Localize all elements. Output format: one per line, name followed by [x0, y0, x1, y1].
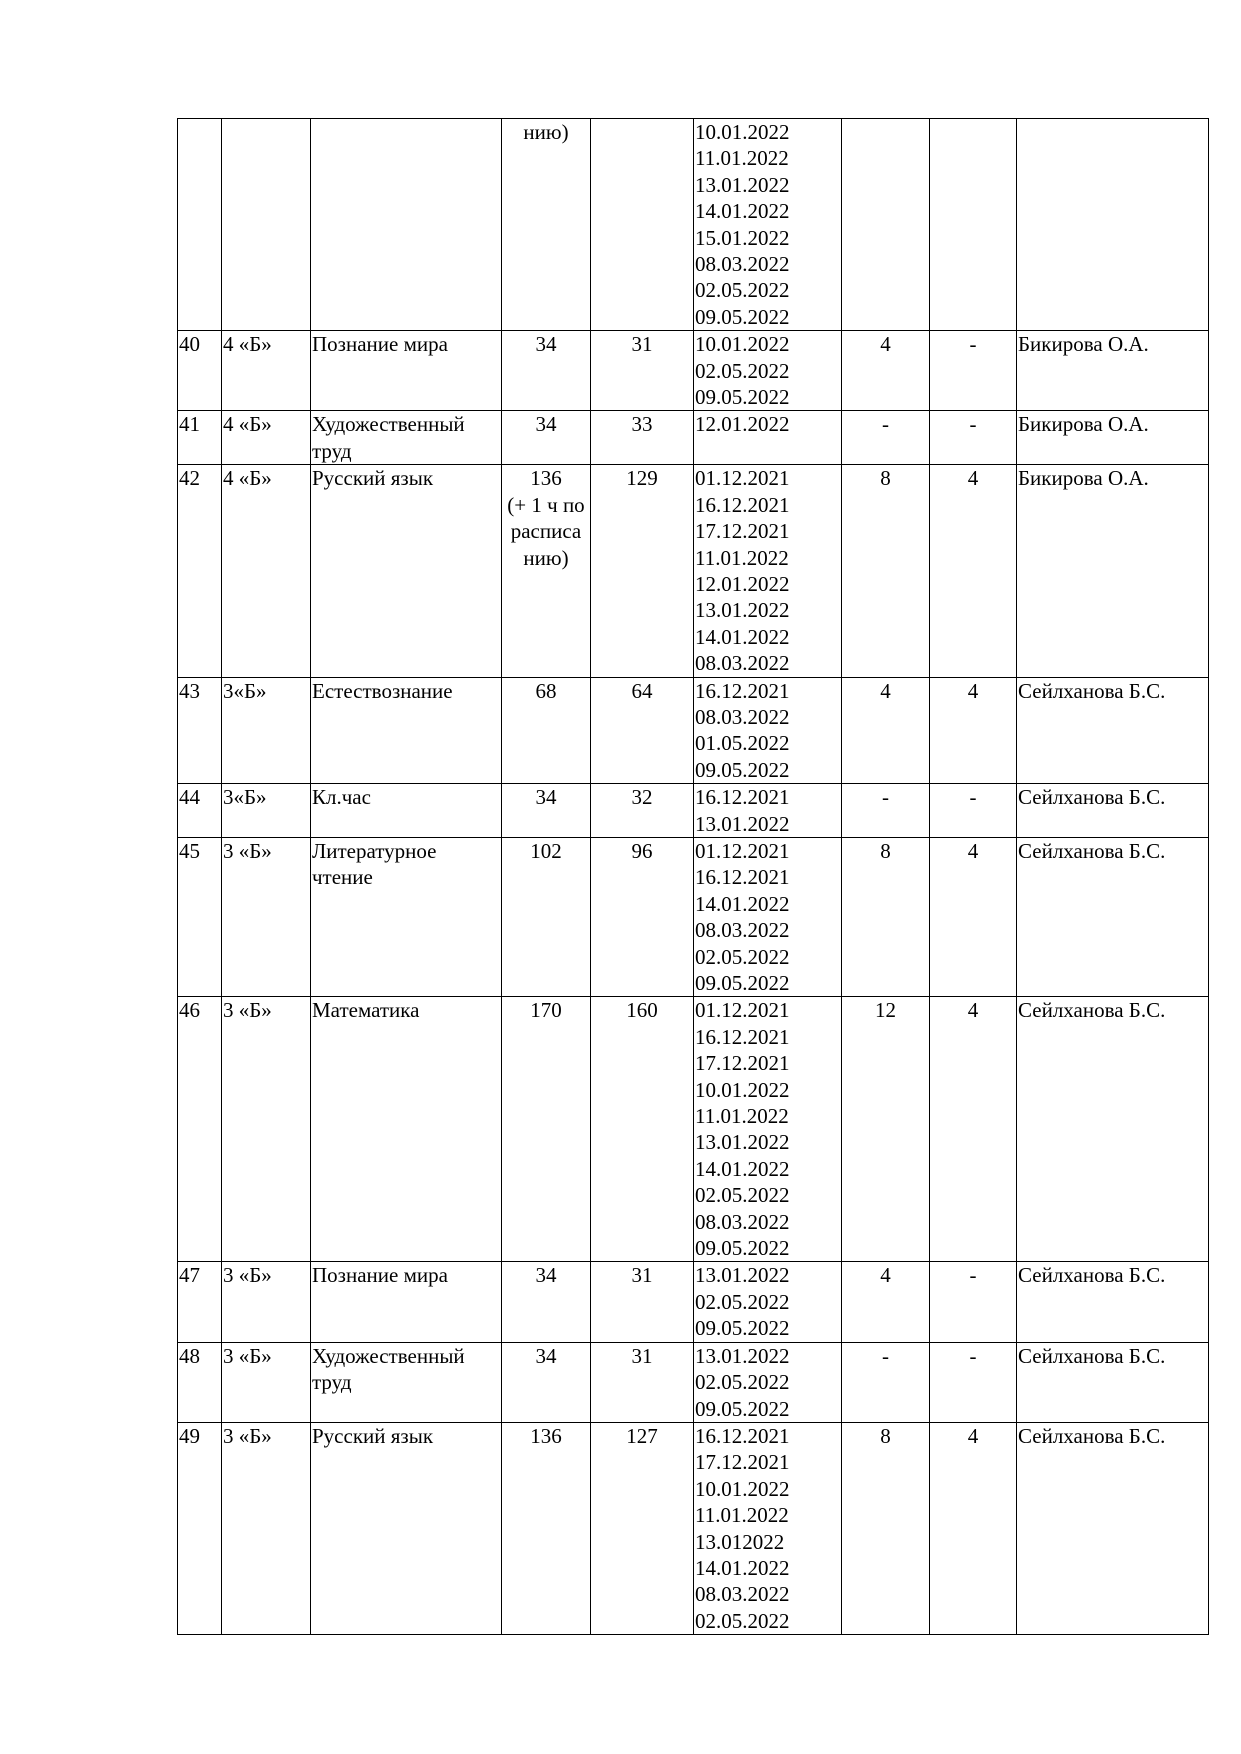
planned-hours-cell: 34 — [502, 331, 591, 411]
count-cell: 4 — [842, 1262, 930, 1342]
row-number-cell: 49 — [178, 1422, 222, 1634]
subject-cell: Кл.час — [311, 784, 502, 838]
teacher-cell: Бикирова О.А. — [1017, 411, 1209, 465]
table-row — [178, 1422, 1209, 1634]
teacher-cell: Сейлханова Б.С. — [1017, 784, 1209, 838]
extra-count-cell: 4 — [930, 997, 1017, 1262]
count-cell: 8 — [842, 465, 930, 677]
class-cell — [222, 119, 311, 331]
extra-count-cell: 4 — [930, 1422, 1017, 1634]
row-number-cell: 44 — [178, 784, 222, 838]
teacher-cell: Бикирова О.А. — [1017, 331, 1209, 411]
count-cell: 8 — [842, 837, 930, 996]
extra-count-cell: - — [930, 784, 1017, 838]
planned-hours-cell: 136 — [502, 1422, 591, 1634]
planned-hours-cell: 68 — [502, 677, 591, 784]
subject-cell: Познание мира — [311, 331, 502, 411]
table-row — [178, 411, 1209, 465]
subject-cell: Русский язык — [311, 465, 502, 677]
planned-hours-cell: 170 — [502, 997, 591, 1262]
teacher-cell: Сейлханова Б.С. — [1017, 1342, 1209, 1422]
extra-count-cell — [930, 119, 1017, 331]
table-row — [178, 837, 1209, 996]
planned-hours-cell: нию) — [502, 119, 591, 331]
actual-hours-cell: 32 — [591, 784, 694, 838]
subject-cell: Русский язык — [311, 1422, 502, 1634]
count-cell: 8 — [842, 1422, 930, 1634]
teacher-cell — [1017, 119, 1209, 331]
row-number-cell: 41 — [178, 411, 222, 465]
count-cell: - — [842, 1342, 930, 1422]
table-row — [178, 331, 1209, 411]
actual-hours-cell — [591, 119, 694, 331]
row-number-cell: 45 — [178, 837, 222, 996]
planned-hours-cell: 34 — [502, 784, 591, 838]
table-row — [178, 1262, 1209, 1342]
teacher-cell: Сейлханова Б.С. — [1017, 837, 1209, 996]
subject-cell: Художественный труд — [311, 1342, 502, 1422]
row-number-cell: 48 — [178, 1342, 222, 1422]
dates-cell: 16.12.2021 08.03.2022 01.05.2022 09.05.2022 — [694, 677, 842, 784]
row-number-cell: 43 — [178, 677, 222, 784]
dates-cell: 01.12.2021 16.12.2021 14.01.2022 08.03.2022 02.05.2022 09.05.2022 — [694, 837, 842, 996]
dates-cell: 12.01.2022 — [694, 411, 842, 465]
dates-cell: 01.12.2021 16.12.2021 17.12.2021 11.01.2022 12.01.2022 13.01.2022 14.01.2022 08.03.2022 — [694, 465, 842, 677]
dates-cell: 10.01.2022 02.05.2022 09.05.2022 — [694, 331, 842, 411]
planned-hours-cell: 34 — [502, 1262, 591, 1342]
dates-cell: 13.01.2022 02.05.2022 09.05.2022 — [694, 1262, 842, 1342]
class-cell: 3 «Б» — [222, 1422, 311, 1634]
teacher-cell: Бикирова О.А. — [1017, 465, 1209, 677]
subject-cell: Математика — [311, 997, 502, 1262]
planned-hours-cell: 34 — [502, 1342, 591, 1422]
subject-cell: Художественный труд — [311, 411, 502, 465]
count-cell: 4 — [842, 331, 930, 411]
class-cell: 3«Б» — [222, 677, 311, 784]
table-row — [178, 997, 1209, 1262]
extra-count-cell: - — [930, 411, 1017, 465]
extra-count-cell: 4 — [930, 465, 1017, 677]
count-cell: - — [842, 411, 930, 465]
class-cell: 3«Б» — [222, 784, 311, 838]
planned-hours-cell: 136 (+ 1 ч по расписа нию) — [502, 465, 591, 677]
table-row — [178, 784, 1209, 838]
row-number-cell: 40 — [178, 331, 222, 411]
count-cell: 12 — [842, 997, 930, 1262]
table-row — [178, 1342, 1209, 1422]
dates-cell: 10.01.2022 11.01.2022 13.01.2022 14.01.2022 15.01.2022 08.03.2022 02.05.2022 09.05.2022 — [694, 119, 842, 331]
actual-hours-cell: 31 — [591, 1262, 694, 1342]
table-row — [178, 465, 1209, 677]
dates-cell: 13.01.2022 02.05.2022 09.05.2022 — [694, 1342, 842, 1422]
actual-hours-cell: 31 — [591, 331, 694, 411]
actual-hours-cell: 96 — [591, 837, 694, 996]
class-cell: 4 «Б» — [222, 411, 311, 465]
class-cell: 3 «Б» — [222, 1342, 311, 1422]
count-cell: 4 — [842, 677, 930, 784]
row-number-cell: 46 — [178, 997, 222, 1262]
class-cell: 3 «Б» — [222, 837, 311, 996]
teacher-cell: Сейлханова Б.С. — [1017, 997, 1209, 1262]
actual-hours-cell: 64 — [591, 677, 694, 784]
actual-hours-cell: 33 — [591, 411, 694, 465]
actual-hours-cell: 160 — [591, 997, 694, 1262]
dates-cell: 16.12.2021 13.01.2022 — [694, 784, 842, 838]
planned-hours-cell: 102 — [502, 837, 591, 996]
teacher-cell: Сейлханова Б.С. — [1017, 1422, 1209, 1634]
table-row — [178, 119, 1209, 331]
extra-count-cell: - — [930, 1342, 1017, 1422]
dates-cell: 16.12.2021 17.12.2021 10.01.2022 11.01.2022 13.012022 14.01.2022 08.03.2022 02.05.2022 — [694, 1422, 842, 1634]
actual-hours-cell: 127 — [591, 1422, 694, 1634]
class-cell: 3 «Б» — [222, 997, 311, 1262]
extra-count-cell: 4 — [930, 837, 1017, 996]
actual-hours-cell: 31 — [591, 1342, 694, 1422]
subject-cell — [311, 119, 502, 331]
schedule-table — [177, 118, 1209, 1635]
subject-cell: Познание мира — [311, 1262, 502, 1342]
extra-count-cell: - — [930, 1262, 1017, 1342]
table-row — [178, 677, 1209, 784]
actual-hours-cell: 129 — [591, 465, 694, 677]
table-body — [178, 119, 1209, 1635]
planned-hours-cell: 34 — [502, 411, 591, 465]
class-cell: 3 «Б» — [222, 1262, 311, 1342]
extra-count-cell: 4 — [930, 677, 1017, 784]
row-number-cell: 47 — [178, 1262, 222, 1342]
count-cell: - — [842, 784, 930, 838]
class-cell: 4 «Б» — [222, 465, 311, 677]
teacher-cell: Сейлханова Б.С. — [1017, 677, 1209, 784]
subject-cell: Литературное чтение — [311, 837, 502, 996]
teacher-cell: Сейлханова Б.С. — [1017, 1262, 1209, 1342]
count-cell — [842, 119, 930, 331]
dates-cell: 01.12.2021 16.12.2021 17.12.2021 10.01.2022 11.01.2022 13.01.2022 14.01.2022 02.05.2022 08.03.2022 09.05.2022 — [694, 997, 842, 1262]
class-cell: 4 «Б» — [222, 331, 311, 411]
row-number-cell — [178, 119, 222, 331]
extra-count-cell: - — [930, 331, 1017, 411]
subject-cell: Естествознание — [311, 677, 502, 784]
row-number-cell: 42 — [178, 465, 222, 677]
